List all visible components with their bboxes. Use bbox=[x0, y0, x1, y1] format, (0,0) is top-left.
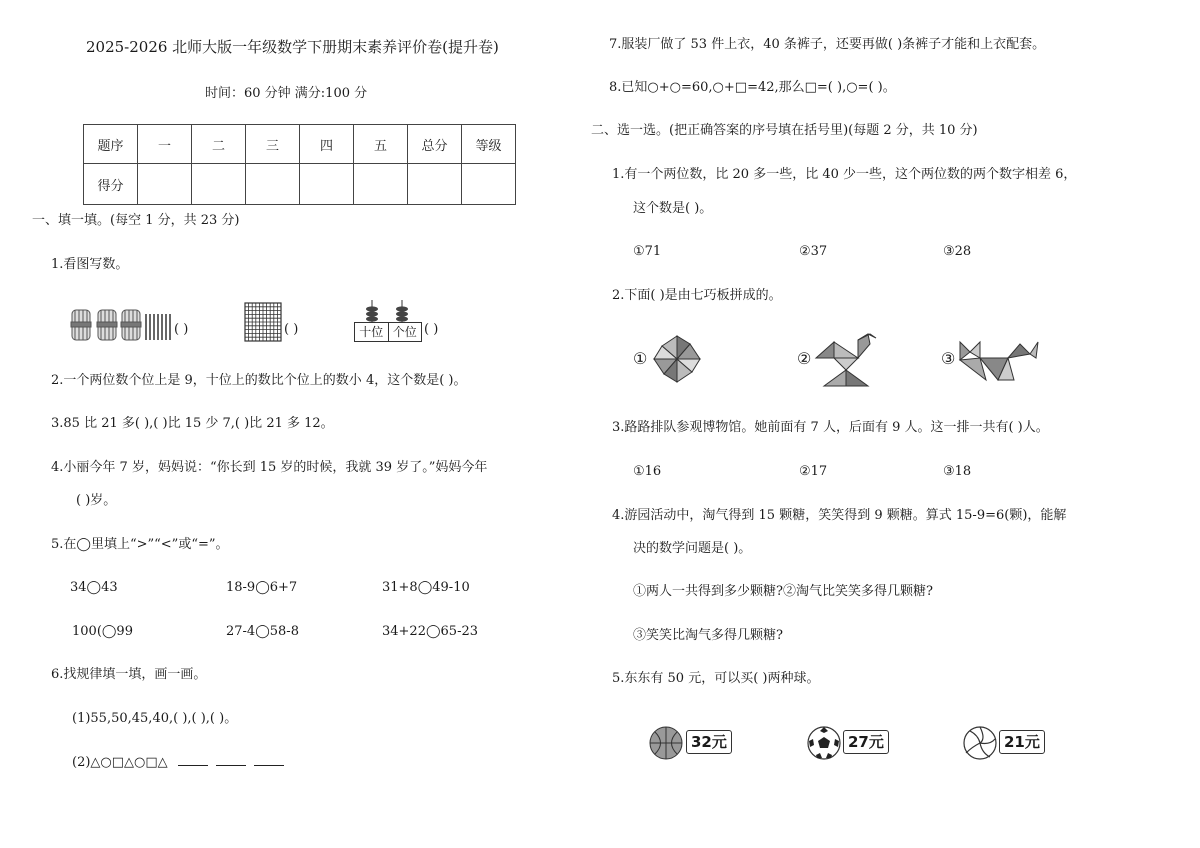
compare-item[interactable]: 31+8◯49-10 bbox=[382, 580, 470, 595]
basketball-price: 32元 bbox=[686, 730, 732, 754]
compare-item[interactable]: 18-9◯6+7 bbox=[226, 580, 298, 595]
basketball-icon bbox=[648, 725, 684, 761]
score-row-label: 得分 bbox=[84, 164, 138, 205]
stick-bundles-image bbox=[70, 306, 174, 344]
q6-sub1: (1)55,50,45,40,( ),( ),( )。 bbox=[72, 711, 238, 726]
s2-q1-option[interactable]: ①71 bbox=[633, 244, 662, 259]
q2-text: 2.一个两位数个位上是 9，十位上的数比个位上的数小 4，这个数是( )。 bbox=[51, 373, 467, 388]
q4-text-line1: 4.小丽今年 7 岁，妈妈说：“你长到 15 岁的时候，我就 39 岁了。”妈妈今年 bbox=[51, 460, 488, 475]
table-header-cell: 四 bbox=[300, 125, 354, 164]
pattern-blank[interactable] bbox=[178, 753, 208, 766]
compare-item[interactable]: 34+22◯65-23 bbox=[382, 624, 479, 639]
q8-text: 8.已知○+○=60,○+□=42,那么□=( ),○=( )。 bbox=[609, 80, 896, 95]
tangram-option-mark[interactable]: ① bbox=[633, 349, 648, 368]
tangram-pinwheel-image bbox=[652, 334, 702, 384]
tangram-animal-image bbox=[958, 336, 1040, 384]
tangram-option-mark[interactable]: ③ bbox=[941, 349, 956, 368]
s2-q4-options-1-2[interactable]: ①两人一共得到多少颗糖?②淘气比笑笑多得几颗糖? bbox=[633, 584, 933, 599]
q5-text: 5.在◯里填上“>”“<”或“=”。 bbox=[51, 537, 229, 552]
abacus-base bbox=[354, 322, 422, 342]
q6-sub2-pattern: (2)△○□△○□△ bbox=[72, 755, 168, 770]
pattern-blank[interactable] bbox=[254, 753, 284, 766]
s2-q3-option[interactable]: ③18 bbox=[943, 464, 972, 479]
table-header-cell: 一 bbox=[138, 125, 192, 164]
score-cell[interactable] bbox=[192, 164, 246, 205]
tangram-option-mark[interactable]: ② bbox=[797, 349, 812, 368]
table-header-cell: 总分 bbox=[408, 125, 462, 164]
s2-q4-line1: 4.游园活动中，淘气得到 15 颗糖，笑笑得到 9 颗糖。算式 15-9=6(颗)，能解 bbox=[612, 508, 1067, 523]
table-header-cell: 题序 bbox=[84, 125, 138, 164]
compare-item[interactable]: 27-4◯58-8 bbox=[226, 624, 299, 639]
section1-heading: 一、填一填。(每空 1 分，共 23 分) bbox=[32, 213, 240, 228]
score-cell[interactable] bbox=[300, 164, 354, 205]
score-table-score-row bbox=[84, 164, 516, 205]
score-table-header-row bbox=[84, 125, 516, 164]
compare-item[interactable]: 34◯43 bbox=[70, 580, 118, 595]
s2-q3-option[interactable]: ②17 bbox=[799, 464, 828, 479]
s2-q3-option[interactable]: ①16 bbox=[633, 464, 662, 479]
s2-q3-text: 3.路路排队参观博物馆。她前面有 7 人，后面有 9 人。这一排一共有( )人。 bbox=[612, 420, 1049, 435]
table-header-cell: 三 bbox=[246, 125, 300, 164]
time-info: 时间：60 分钟 满分:100 分 bbox=[205, 86, 368, 101]
s2-q1-option[interactable]: ②37 bbox=[799, 244, 828, 259]
abacus-ones-label: 个位 bbox=[392, 325, 417, 339]
s2-q1-option[interactable]: ③28 bbox=[943, 244, 972, 259]
page-title: 2025-2026 北师大版一年级数学下册期末素养评价卷(提升卷) bbox=[86, 38, 499, 56]
s2-q4-option-3[interactable]: ③笑笑比淘气多得几颗糖? bbox=[633, 628, 783, 643]
compare-item[interactable]: 100(◯99 bbox=[72, 624, 133, 639]
soccer-ball-price: 27元 bbox=[843, 730, 889, 754]
q4-text-line2: ( )岁。 bbox=[76, 493, 117, 508]
s2-q2-text: 2.下面( )是由七巧板拼成的。 bbox=[612, 288, 782, 303]
score-table bbox=[83, 124, 516, 205]
table-header-cell: 二 bbox=[192, 125, 246, 164]
score-cell[interactable] bbox=[138, 164, 192, 205]
score-cell[interactable] bbox=[462, 164, 516, 205]
score-cell[interactable] bbox=[408, 164, 462, 205]
q1-answer-paren-2[interactable]: ( ) bbox=[284, 322, 299, 337]
s2-q5-text: 5.东东有 50 元，可以买( )两种球。 bbox=[612, 671, 820, 686]
q7-text: 7.服装厂做了 53 件上衣，40 条裤子，还要再做( )条裤子才能和上衣配套。 bbox=[609, 37, 1046, 52]
abacus-image bbox=[354, 300, 420, 322]
volleyball-price: 21元 bbox=[999, 730, 1045, 754]
s2-q1-line1: 1.有一个两位数，比 20 多一些，比 40 少一些，这个两位数的两个数字相差 6， bbox=[612, 167, 1077, 182]
q3-text: 3.85 比 21 多( ),( )比 15 少 7,( )比 21 多 12。 bbox=[51, 416, 334, 431]
q1-answer-paren-1[interactable]: ( ) bbox=[174, 322, 189, 337]
q6-text: 6.找规律填一填，画一画。 bbox=[51, 667, 207, 682]
table-header-cell: 等级 bbox=[462, 125, 516, 164]
q1-answer-paren-3[interactable]: ( ) bbox=[424, 322, 439, 337]
section2-heading: 二、选一选。(把正确答案的序号填在括号里)(每题 2 分，共 10 分) bbox=[591, 123, 978, 138]
tangram-bird-image bbox=[814, 330, 878, 390]
q1-text: 1.看图写数。 bbox=[51, 257, 129, 272]
q6-sub2 bbox=[72, 753, 292, 772]
s2-q4-line2: 决的数学问题是( )。 bbox=[633, 541, 752, 556]
s2-q1-line2: 这个数是( )。 bbox=[633, 201, 713, 216]
abacus-tens-label: 十位 bbox=[355, 323, 389, 341]
hundred-grid-image bbox=[244, 302, 282, 342]
score-cell[interactable] bbox=[246, 164, 300, 205]
pattern-blank[interactable] bbox=[216, 753, 246, 766]
volleyball-icon bbox=[962, 725, 998, 761]
soccer-ball-icon bbox=[806, 725, 842, 761]
score-cell[interactable] bbox=[354, 164, 408, 205]
table-header-cell: 五 bbox=[354, 125, 408, 164]
